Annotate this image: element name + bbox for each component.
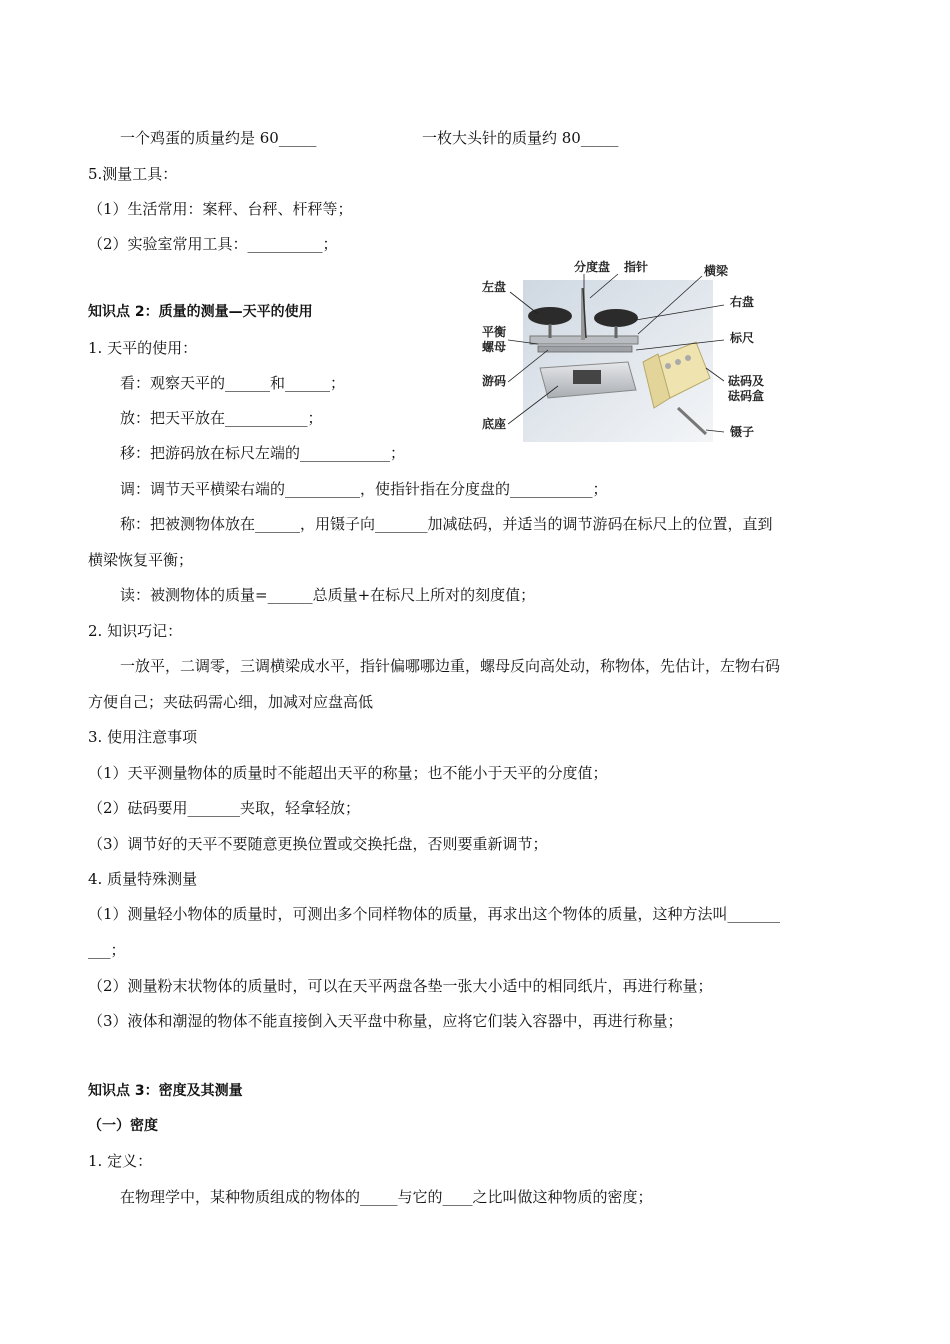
special-measure-1a: （1）测量轻小物体的质量时，可测出多个同样物体的质量，再求出这个物体的质量，这种方法叫_______ [88, 905, 781, 923]
label-left-pan: 左盘 [482, 280, 507, 294]
step-move: 移：把游码放在标尺左端的____________； [120, 444, 406, 462]
mnemonic-line-2: 方便自己；夹砝码需心细，加减对应盘高低 [88, 693, 374, 711]
mnemonic-line-1: 一放平，二调零，三调横梁成水平，指针偏哪哪边重，螺母反向高处动，称物体，先估计，左物右码 [120, 657, 781, 675]
label-beam: 横梁 [704, 264, 729, 278]
step-adjust: 调：调节天平横梁右端的__________，使指针指在分度盘的___________； [120, 480, 608, 498]
step-weigh-1: 称：把被测物体放在______，用镊子向_______加减砝码，并适当的调节游码在标尺上的位置，直到 [120, 515, 773, 533]
precaution-2: （2）砝码要用_______夹取，轻拿轻放； [88, 799, 361, 817]
knowledge-point-2-heading: 知识点 2：质量的测量—天平的使用 [88, 304, 313, 320]
mnemonic-heading: 2. 知识巧记： [88, 622, 183, 640]
label-balance-nut-1: 平衡 [482, 325, 507, 339]
lab-tools-line: （2）实验室常用工具：__________； [88, 235, 338, 253]
left-pan [528, 307, 572, 325]
precautions-heading: 3. 使用注意事项 [88, 728, 198, 746]
step-look: 看：观察天平的______和______； [120, 374, 346, 392]
daily-tools-line: （1）生活常用：案秤、台秤、杆秤等； [88, 200, 353, 218]
precaution-3: （3）调节好的天平不要随意更换位置或交换托盘，否则要重新调节； [88, 835, 548, 853]
balance-figure [478, 258, 768, 444]
measure-tools-heading: 5.测量工具： [88, 165, 178, 183]
label-right-pan: 右盘 [730, 295, 755, 309]
label-weights-1: 砝码及 [728, 374, 765, 388]
egg-mass-line: 一个鸡蛋的质量约是 60_____ [120, 129, 317, 147]
right-pan [594, 309, 638, 327]
definition-heading: 1. 定义： [88, 1152, 153, 1170]
special-measure-1b: ___； [88, 941, 126, 959]
step-weigh-2: 横梁恢复平衡； [88, 551, 194, 569]
definition-text: 在物理学中，某种物质组成的物体的_____与它的____之比叫做这种物质的密度； [120, 1188, 653, 1206]
pin-mass-line: 一枚大头针的质量约 80_____ [422, 129, 619, 147]
label-scale: 标尺 [730, 331, 755, 345]
label-pointer: 指针 [624, 260, 649, 274]
precaution-1: （1）天平测量物体的质量时不能超出天平的称量；也不能小于天平的分度值； [88, 764, 608, 782]
label-rider: 游码 [482, 374, 507, 388]
label-balance-nut-2: 螺母 [482, 340, 507, 354]
label-base: 底座 [482, 417, 507, 431]
balance-usage-heading: 1. 天平的使用： [88, 339, 198, 357]
step-read: 读：被测物体的质量=______总质量+在标尺上所对的刻度值； [120, 586, 536, 604]
balance-diagram [478, 258, 768, 444]
label-weights-2: 砝码盒 [728, 389, 765, 403]
special-measure-heading: 4. 质量特殊测量 [88, 870, 198, 888]
label-division-dial: 分度盘 [574, 260, 611, 274]
step-place: 放：把天平放在___________； [120, 409, 323, 427]
density-subheading: （一）密度 [88, 1118, 158, 1134]
special-measure-2: （2）测量粉末状物体的质量时，可以在天平两盘各垫一张大小适中的相同纸片，再进行称量； [88, 977, 713, 995]
knowledge-point-3-heading: 知识点 3：密度及其测量 [88, 1083, 243, 1099]
scale-ruler [538, 346, 632, 352]
special-measure-3: （3）液体和潮湿的物体不能直接倒入天平盘中称量，应将它们装入容器中，再进行称量； [88, 1012, 683, 1030]
base-plate [573, 370, 601, 384]
label-tweezers: 镊子 [730, 425, 755, 439]
